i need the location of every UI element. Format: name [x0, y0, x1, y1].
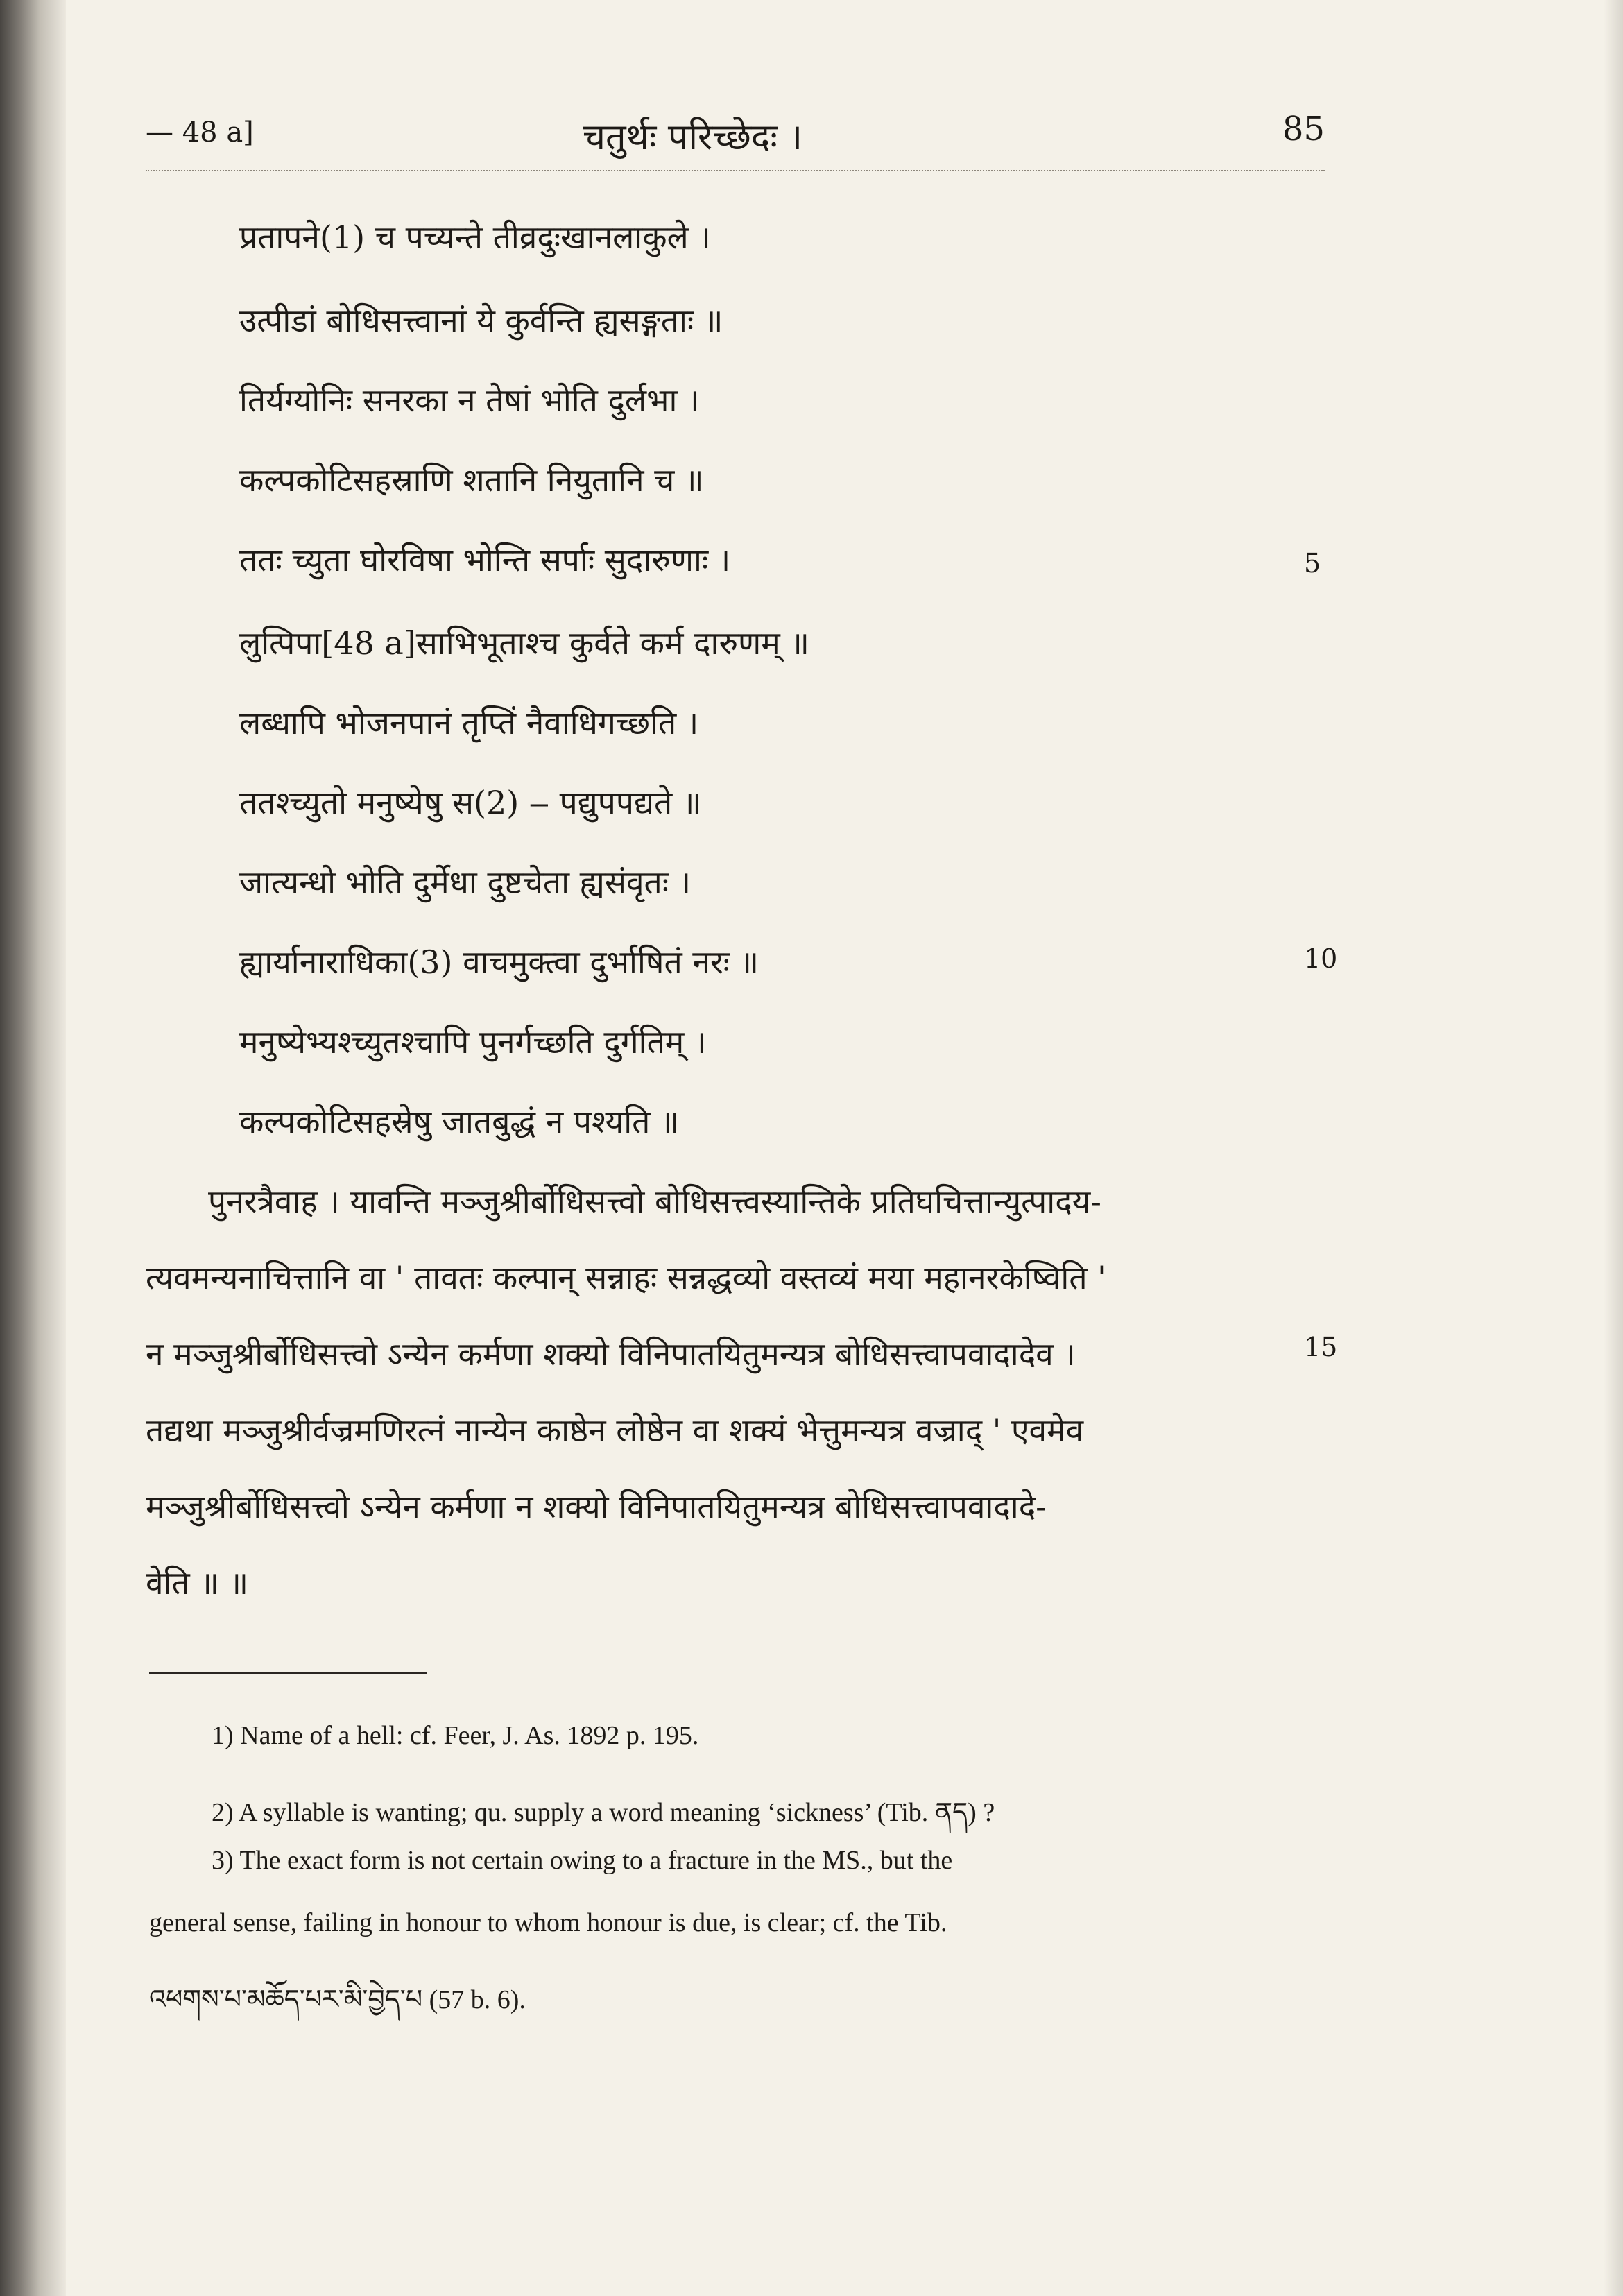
verse-line: कल्पकोटिसहस्राणि शतानि नियुतानि च ॥	[239, 461, 704, 499]
header-folio-ref: — 48 a]	[146, 117, 254, 148]
prose-line: तद्यथा मञ्जुश्रीर्वज्रमणिरत्नं नान्येन काष्ठेन लोष्ठेन वा शक्यं भेत्तुमन्यत्र वज्राद् ' एवमेव	[146, 1412, 1084, 1449]
verse-line: जात्यन्धो भोति दुर्मेधा दुष्टचेता ह्यसंवृतः ।	[239, 864, 692, 901]
verse-line: उत्पीडां बोधिसत्त्वानां ये कुर्वन्ति ह्यसङ्गताः ॥	[239, 302, 723, 339]
line-number: 10	[1304, 943, 1338, 974]
footnote-3: 3) The exact form is not certain owing to a fracture in the MS., but the	[212, 1846, 953, 1875]
verse-line: तिर्यग्योनिः सनरका न तेषां भोति दुर्लभा ।	[239, 382, 700, 419]
verse-line: ह्यार्यानाराधिका(3) वाचमुक्त्वा दुर्भाषितं नरः ॥	[239, 943, 759, 981]
prose-line: वेति ॥ ॥	[146, 1564, 249, 1602]
verse-line: प्रतापने(1) च पच्यन्ते तीव्रदुःखानलाकुले ।	[239, 219, 711, 256]
verse-line: मनुष्येभ्यश्च्युतश्चापि पुनर्गच्छति दुर्गतिम् ।	[239, 1023, 707, 1061]
page-number: 85	[1282, 110, 1325, 148]
verse-line: ततश्च्युतो मनुष्येषु स(2) ​‒​ पद्युपपद्यते ॥	[239, 784, 702, 821]
prose-line: मञ्जुश्रीर्बोधिसत्त्वो ऽन्येन कर्मणा न शक्यो विनिपातयितुमन्यत्र बोधिसत्त्वापवादादे-	[146, 1488, 1047, 1525]
line-number: 15	[1304, 1332, 1338, 1362]
scanned-binding-edge	[0, 0, 66, 2296]
footnote-1: 1) Name of a hell: cf. Feer, J. As. 1892 p. 195.	[212, 1721, 699, 1750]
line-number: 5	[1304, 548, 1321, 579]
prose-line: पुनरत्रैवाह । यावन्ति मञ्जुश्रीर्बोधिसत्त्वो बोधिसत्त्वस्यान्तिके प्रतिघचित्तान्युत्पादय-	[208, 1183, 1101, 1220]
scanned-right-edge	[1604, 0, 1623, 2296]
footnote-divider	[149, 1672, 427, 1674]
verse-line: लुत्पिपा[48 a]साभिभूताश्च कुर्वते कर्म दारुणम् ॥	[239, 624, 809, 662]
verse-line: कल्पकोटिसहस्रेषु जातबुद्धं न पश्यति ॥	[239, 1103, 680, 1140]
footnote-2: 2) A syllable is wanting; qu. supply a word meaning ‘sickness’ (Tib. ནད) ?	[212, 1798, 995, 1827]
chapter-title: चतुर्थः परिच्छेदः ।	[583, 117, 803, 158]
footnote-3-tibetan: འཕགས་པ་མཆོད་པར་མི་བྱེད་པ (57 b. 6).	[149, 1985, 526, 2014]
page-header	[146, 104, 1325, 166]
verse-line: लब्धापि भोजनपानं तृप्तिं नैवाधिगच्छति ।	[239, 704, 699, 742]
prose-line: त्यवमन्यनाचित्तानि वा ' तावतः कल्पान् सन्नाहः सन्नद्धव्यो वस्तव्यं मया महानरकेष्विति '	[146, 1259, 1106, 1296]
prose-line: न मञ्जुश्रीर्बोधिसत्त्वो ऽन्येन कर्मणा शक्यो विनिपातयितुमन्यत्र बोधिसत्त्वापवादादेव ।	[146, 1335, 1076, 1373]
footnote-3-continued: general sense, failing in honour to whom honour is due, is clear; cf. the Tib.	[149, 1908, 947, 1937]
header-divider	[146, 170, 1325, 171]
verse-line: ततः च्युता घोरविषा भोन्ति सर्पाः सुदारुणाः ।	[239, 541, 731, 579]
